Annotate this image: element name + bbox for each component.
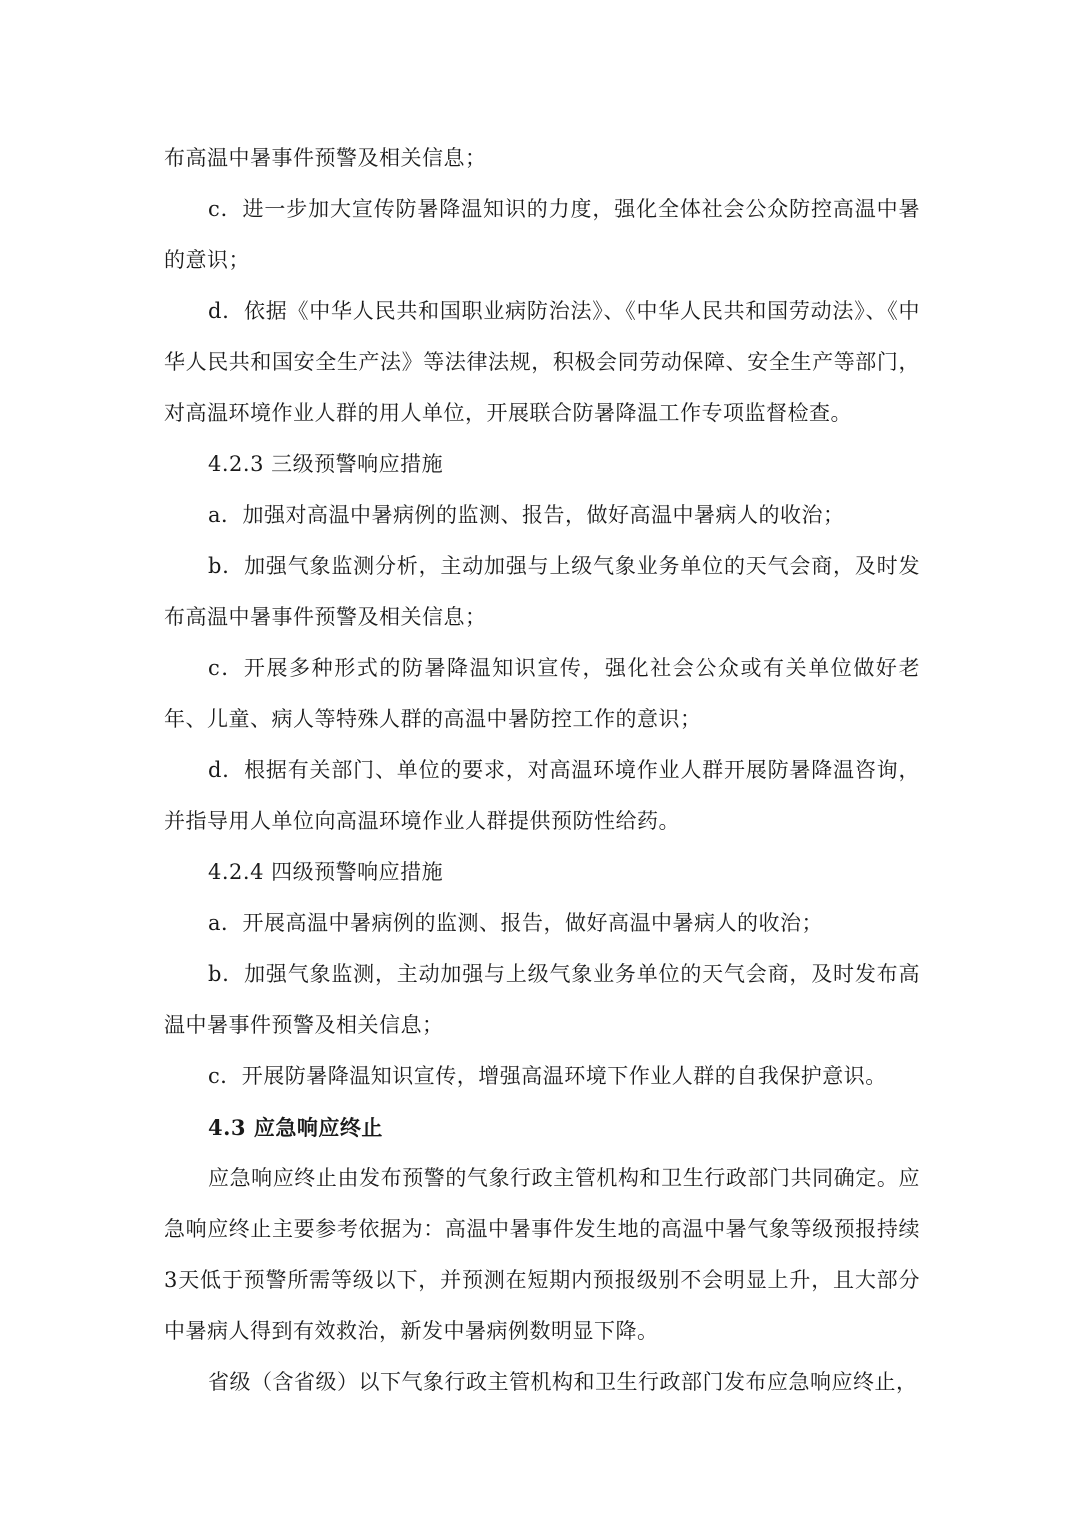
list-item-c: c．开展多种形式的防暑降温知识宣传，强化社会公众或有关单位做好老年、儿童、病人等特殊人群的高温中暑防控工作的意识； [164,656,920,731]
body-paragraph: 省级（含省级）以下气象行政主管机构和卫生行政部门发布应急响应终止， [208,1370,918,1394]
list-item-d: d．依据《中华人民共和国职业病防治法》、《中华人民共和国劳动法》、《中华人民共和国安全生产法》等法律法规，积极会同劳动保障、安全生产等部门，对高温环境作业人群的用人单位，开展联合防暑降温工作专项监督检查。 [164,299,920,425]
list-item-c: c．进一步加大宣传防暑降温知识的力度，强化全体社会公众防控高温中暑的意识； [164,197,920,272]
document-body [164,133,920,1408]
body-paragraph: 应急响应终止由发布预警的气象行政主管机构和卫生行政部门共同确定。应急响应终止主要参考依据为：高温中暑事件发生地的高温中暑气象等级预报持续3天低于预警所需等级以下，并预测在短期内预报级别不会明显上升，且大部分中暑病人得到有效救治，新发中暑病例数明显下降。 [164,1166,920,1343]
list-item-c: c．开展防暑降温知识宣传，增强高温环境下作业人群的自我保护意识。 [208,1064,887,1088]
list-item-a: a．开展高温中暑病例的监测、报告，做好高温中暑病人的收治； [208,911,824,935]
paragraph-continuation: 布高温中暑事件预警及相关信息； [164,146,487,170]
list-item-b: b．加强气象监测分析，主动加强与上级气象业务单位的天气会商，及时发布高温中暑事件预警及相关信息； [164,554,920,629]
section-heading-4-2-4: 4.2.4 四级预警响应措施 [208,860,444,884]
list-item-b: b．加强气象监测，主动加强与上级气象业务单位的天气会商，及时发布高温中暑事件预警及相关信息； [164,962,920,1037]
list-item-a: a．加强对高温中暑病例的监测、报告，做好高温中暑病人的收治； [208,503,845,527]
section-heading-4-2-3: 4.2.3 三级预警响应措施 [208,452,444,476]
list-item-d: d．根据有关部门、单位的要求，对高温环境作业人群开展防暑降温咨询，并指导用人单位向高温环境作业人群提供预防性给药。 [164,758,920,833]
section-heading-4-3: 4.3 应急响应终止 [208,1115,383,1140]
